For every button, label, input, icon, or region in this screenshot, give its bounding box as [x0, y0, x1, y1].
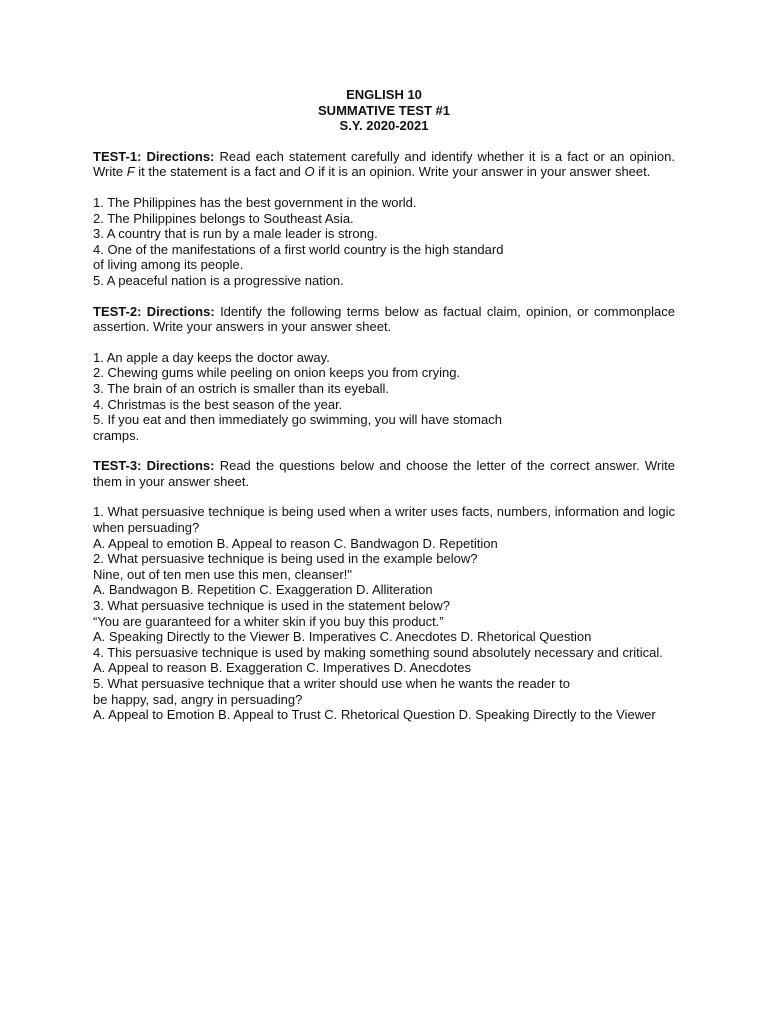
- test-3-directions: [93, 458, 675, 489]
- list-item: 4. One of the manifestations of a first world country is the high standard: [93, 241, 504, 257]
- test-1-section: [93, 149, 675, 289]
- test-2-section: [93, 304, 675, 444]
- example-text: Nine, out of ten men use this men, cleanser!": [93, 566, 352, 582]
- list-item: 2. The Philippines belongs to Southeast Asia.: [93, 210, 354, 226]
- list-item: 3. The brain of an ostrich is smaller than its eyeball.: [93, 380, 390, 396]
- list-item: of living among its people.: [93, 257, 244, 273]
- answer-choices: A. Appeal to emotion B. Appeal to reason C. Bandwagon D. Repetition: [93, 535, 498, 551]
- question-item: 2. What persuasive technique is being used in the example below?: [93, 551, 478, 567]
- test-1-items: [93, 195, 675, 289]
- list-item: cramps.: [93, 427, 140, 443]
- test-2-items: [93, 350, 675, 444]
- list-item: 4. Christmas is the best season of the year.: [93, 396, 343, 412]
- answer-choices: A. Appeal to Emotion B. Appeal to Trust C. Rhetorical Question D. Speaking Directly to the Viewer: [93, 707, 656, 723]
- document-page: [93, 87, 675, 738]
- list-item: 2. Chewing gums while peeling on onion keeps you from crying.: [93, 365, 461, 381]
- list-item: 5. A peaceful nation is a progressive nation.: [93, 272, 344, 288]
- test-1-directions-text-a: Read each statement carefully and identify whether it is a fact or an opinion. Write: [93, 148, 675, 180]
- school-year: S.Y. 2020-2021: [339, 118, 429, 134]
- test-2-label: TEST-2: Directions:: [93, 303, 215, 319]
- example-text: “You are guaranteed for a whiter skin if you buy this product.”: [93, 613, 444, 629]
- question-item: 3. What persuasive technique is used in the statement below?: [93, 598, 450, 614]
- test-1-directions: [93, 149, 675, 180]
- test-3-items: [93, 504, 675, 722]
- test-1-directions-text-b: it the statement is a fact and: [134, 164, 305, 180]
- question-item: be happy, sad, angry in persuading?: [93, 691, 303, 707]
- list-item: 3. A country that is run by a male leader is strong.: [93, 226, 378, 242]
- document-header: [93, 87, 675, 134]
- test-1-directions-text-c: if it is an opinion. Write your answer in your answer sheet.: [314, 164, 651, 180]
- fact-letter: F: [126, 164, 135, 180]
- test-1-label: TEST-1: Directions:: [93, 148, 215, 164]
- opinion-letter: O: [304, 164, 315, 180]
- answer-choices: A. Bandwagon B. Repetition C. Exaggeration D. Alliteration: [93, 582, 433, 598]
- test-title: SUMMATIVE TEST #1: [318, 102, 450, 118]
- list-item: 1. An apple a day keeps the doctor away.: [93, 349, 330, 365]
- subject-title: ENGLISH 10: [346, 87, 422, 102]
- list-item: 5. If you eat and then immediately go swimming, you will have stomach: [93, 412, 502, 428]
- question-item: 1. What persuasive technique is being used when a writer uses facts, numbers, information and logic when persuading?: [93, 504, 675, 536]
- question-item: 5. What persuasive technique that a writer should use when he wants the reader to: [93, 676, 570, 691]
- question-item: 4. This persuasive technique is used by making something sound absolutely necessary and critical.: [93, 644, 663, 660]
- test-3-section: [93, 458, 675, 723]
- list-item: 1. The Philippines has the best government in the world.: [93, 194, 417, 210]
- answer-choices: A. Speaking Directly to the Viewer B. Imperatives C. Anecdotes D. Rhetorical Question: [93, 629, 592, 645]
- answer-choices: A. Appeal to reason B. Exaggeration C. Imperatives D. Anecdotes: [93, 660, 471, 676]
- test-3-directions-text: Read the questions below and choose the letter of the correct answer. Write them in your answer sheet.: [93, 458, 675, 489]
- test-2-directions: [93, 304, 675, 335]
- test-3-label: TEST-3: Directions:: [93, 458, 215, 474]
- test-2-directions-text: Identify the following terms below as factual claim, opinion, or commonplace assertion. Write your answers in your answer sheet.: [93, 303, 675, 335]
